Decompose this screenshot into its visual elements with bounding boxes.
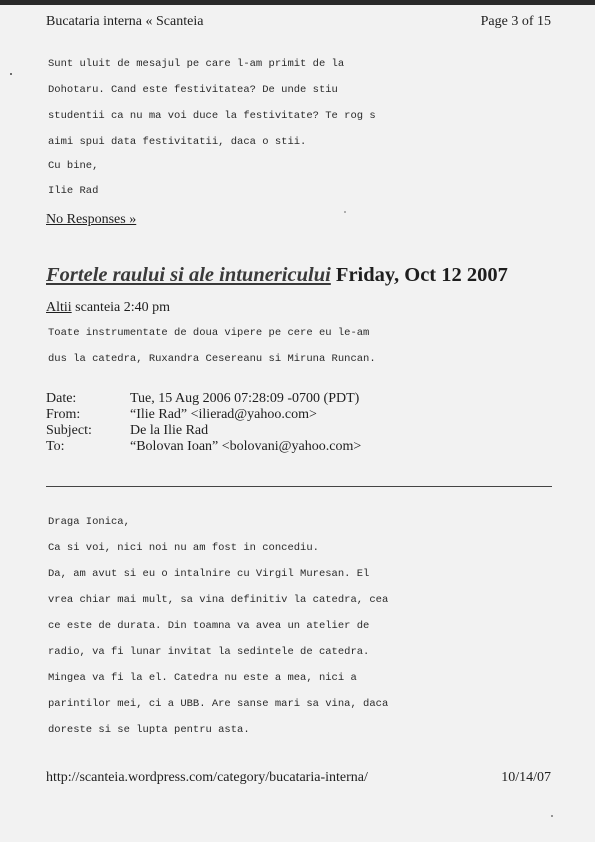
horizontal-divider: [46, 486, 552, 487]
email-body-line: doreste si se lupta pentru asta.: [48, 724, 250, 736]
scan-top-edge: [0, 0, 595, 5]
post-author-time: scanteia 2:40 pm: [75, 300, 171, 315]
email-body-line: parintilor mei, ci a UBB. Are sanse mari sa vina, daca: [48, 698, 389, 710]
email-header: [46, 391, 361, 455]
email-body-line: vrea chiar mai mult, sa vina definitiv la catedra, cea: [48, 594, 389, 606]
post1-line: aimi spui data festivitatii, daca o stii.: [48, 136, 307, 148]
scan-speck: [344, 211, 346, 213]
post1-line: Cu bine,: [48, 160, 99, 172]
email-date-label: Date:: [46, 391, 77, 406]
email-body-line: Ca si voi, nici noi nu am fost in concediu.: [48, 542, 319, 554]
email-from-label: From:: [46, 407, 81, 422]
page-indicator: Page 3 of 15: [480, 14, 551, 29]
post1-line: Dohotaru. Cand este festivitatea? De unde stiu: [48, 84, 338, 96]
footer-date: 10/14/07: [501, 770, 551, 785]
email-subject-row: [46, 423, 361, 439]
email-date-value: Tue, 15 Aug 2006 07:28:09 -0700 (PDT): [130, 391, 360, 406]
email-subject-label: Subject:: [46, 423, 92, 438]
scan-speck: [10, 73, 12, 75]
post-date: Friday, Oct 12 2007: [335, 264, 508, 286]
site-title: Bucataria interna « Scanteia: [46, 14, 204, 29]
email-date-row: [46, 391, 361, 407]
email-to-row: [46, 439, 361, 455]
post1-line: Sunt uluit de mesajul pe care l-am primit de la: [48, 58, 345, 70]
post-title: [46, 264, 508, 287]
email-body-line: Da, am avut si eu o intalnire cu Virgil Muresan. El: [48, 568, 370, 580]
email-from-value: “Ilie Rad” <ilierad@yahoo.com>: [130, 407, 317, 422]
email-body-line: Draga Ionica,: [48, 516, 130, 528]
email-to-label: To:: [46, 439, 65, 454]
email-to-value: “Bolovan Ioan” <bolovani@yahoo.com>: [130, 439, 362, 454]
post1-signature: Ilie Rad: [48, 185, 99, 197]
post1-line: studentii ca nu ma voi duce la festivitate? Te rog s: [48, 110, 376, 122]
post-meta: [46, 300, 170, 316]
no-responses-link[interactable]: No Responses »: [46, 212, 137, 227]
post-title-link[interactable]: Fortele raului si ale intunericului: [46, 264, 331, 286]
email-body-line: ce este de durata. Din toamna va avea un atelier de: [48, 620, 370, 632]
category-link[interactable]: Altii: [46, 300, 72, 315]
post2-intro-line: Toate instrumentate de doua vipere pe cere eu le-am: [48, 327, 370, 339]
email-from-row: [46, 407, 361, 423]
email-body-line: radio, va fi lunar invitat la sedintele de catedra.: [48, 646, 370, 658]
scan-speck: [551, 815, 553, 817]
email-body-line: Mingea va fi la el. Catedra nu este a mea, nici a: [48, 672, 357, 684]
footer-url: http://scanteia.wordpress.com/category/bucataria-interna/: [46, 770, 368, 785]
post2-intro-line: dus la catedra, Ruxandra Cesereanu si Miruna Runcan.: [48, 353, 376, 365]
email-subject-value: De la Ilie Rad: [130, 423, 209, 438]
